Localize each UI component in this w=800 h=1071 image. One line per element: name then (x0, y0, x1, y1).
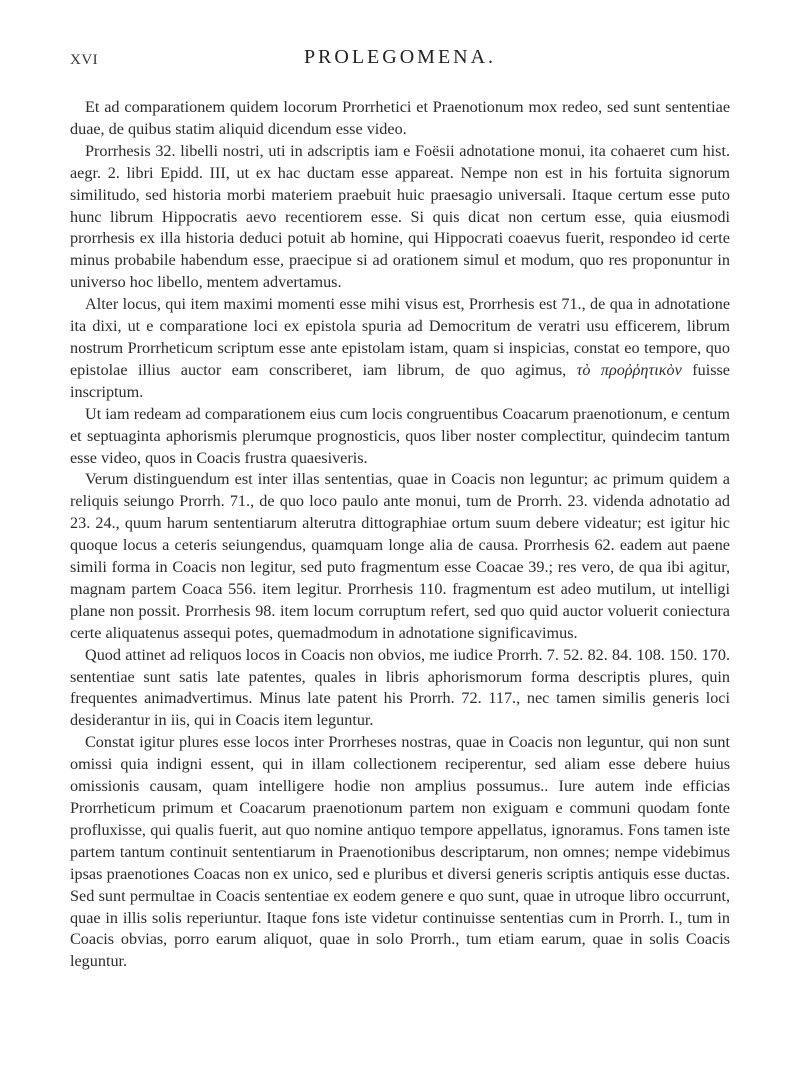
running-title: PROLEGOMENA. (303, 46, 497, 68)
paragraph-2: Prorrhesis 32. libelli nostri, uti in adscriptis iam e Foësii adnotatione monui, ita cohaeret cum hist. aegr. 2. libri Epidd. III, ut ex hac ductam esse appareat. Nempe non est in his fortuita signorum similitudo, sed historia morbi materiem praebuit huic praesagio universali. Itaque certum esse puto hunc librum Hippocratis aevo recentiorem esse. Si quis dicat non certum esse, quia eiusmodi prorrhesis ex illa historia deduci potuit ab homine, qui Hippocrati coaevus fuerit, respondeo id certe minus probabile habendum esse, praecipue si ad orationem simul et modum, quo res proponuntur in universo hoc libello, mentem advertamus. (70, 141, 730, 292)
paragraph-5: Verum distinguendum est inter illas sententias, quae in Coacis non leguntur; ac primum quidem a reliquis seiungo Prorrh. 71., de quo loco paulo ante monui, tum de Prorrh. 23. videnda adnotatio ad 23. 24., quum harum sententiarum alterutra dittographiae ortum suum debere videatur; est igitur hic quoque locus a ceteris seiungendus, quamquam longe alia de causa. Prorrhesis 62. eadem aut paene simili forma in Coacis non legitur, sed puto fragmentum esse Coacae 39.; res vero, de qua ibi agitur, magnam partem Coaca 556. item legitur. Prorrhesis 110. fragmentum est adeo mutilum, ut intelligi plane non possit. Prorrhesis 98. item locum corruptum refert, sed quo quid auctor voluerit coniectura certe aliquatenus assequi potes, quemadmodum in adnotatione significavimus. (70, 470, 730, 642)
paragraph-3-text-after: fuisse inscriptum. (70, 360, 730, 401)
paragraph-7: Constat igitur plures esse locos inter Prorrheses nostras, quae in Coacis non leguntur, qui non sunt omissi quia indigni essent, qui in illam collectionem reciperentur, sed aliam esse debere huius omissionis causam, quam intelligere hodie non amplius possumus.. Iure autem inde efficias Prorrheticum primum et Coacarum praenotionum partem non exiguam e communi quodam fonte profluxisse, qui qualis fuerit, aut quo nomine antiquo tempore appellatus, ignoramus. Fons tamen iste partem tantum continuit sententiarum in Praenotionibus descriptarum, non omnes; nempe videbimus ipsas praenotiones Coacas non ex unico, sed e pluribus et diversi generis scriptis antiquis esse ductas. Sed sunt permultae in Coacis sententiae ex eodem genere e quo sunt, quae in utroque libro occurrunt, quae in illis solis reperiuntur. Itaque fons iste videtur continuisse sententias cum in Prorrh. I., tum in Coacis obvias, porro earum aliquot, quae in solo Prorrh., tum etiam earum, quae in solis Coacis leguntur. (70, 733, 730, 971)
running-head (70, 46, 730, 72)
paragraph-1: Et ad comparationem quidem locorum Prorrhetici et Praenotionum mox redeo, sed sunt sententiae duae, de quibus statim aliquid dicendum esse video. (70, 98, 730, 138)
page-number: XVI (70, 52, 99, 68)
paragraph-4: Ut iam redeam ad comparationem eius cum locis congruentibus Coacarum praenotionum, e centum et septuaginta aphorismis plerumque prognosticis, quos liber noster complectitur, quindecim tantum esse video, quos in Coacis frustra quaesiveris. (70, 404, 730, 467)
greek-phrase: τὸ προῤῥητικὸν (576, 360, 682, 379)
paragraph-6: Quod attinet ad reliquos locos in Coacis non obvios, me iudice Prorrh. 7. 52. 82. 84. 108. 150. 170. sententiae sunt satis late patentes, quales in libris aphorismorum forma descriptis plures, quin frequentes animadvertimus. Minus late patent his Prorrh. 72. 117., nec tamen similis generis loci desiderantur in iis, qui in Coacis item leguntur. (70, 645, 730, 730)
paragraph-3 (70, 294, 730, 404)
paragraph-3-text-before: Alter locus, qui item maximi momenti esse mihi visus est, Prorrhesis est 71., de qua in adnotatione ita dixi, ut e comparatione loci ex epistola spuria ad Democritum de veratri usu efficerem, librum nostrum Prorrheticum scriptum esse ante epistolam istam, quam si inspicias, constat eo tempore, quo epistolae illius auctor eam conscriberet, iam librum, de quo agimus, (70, 295, 730, 379)
body-text (70, 97, 730, 973)
